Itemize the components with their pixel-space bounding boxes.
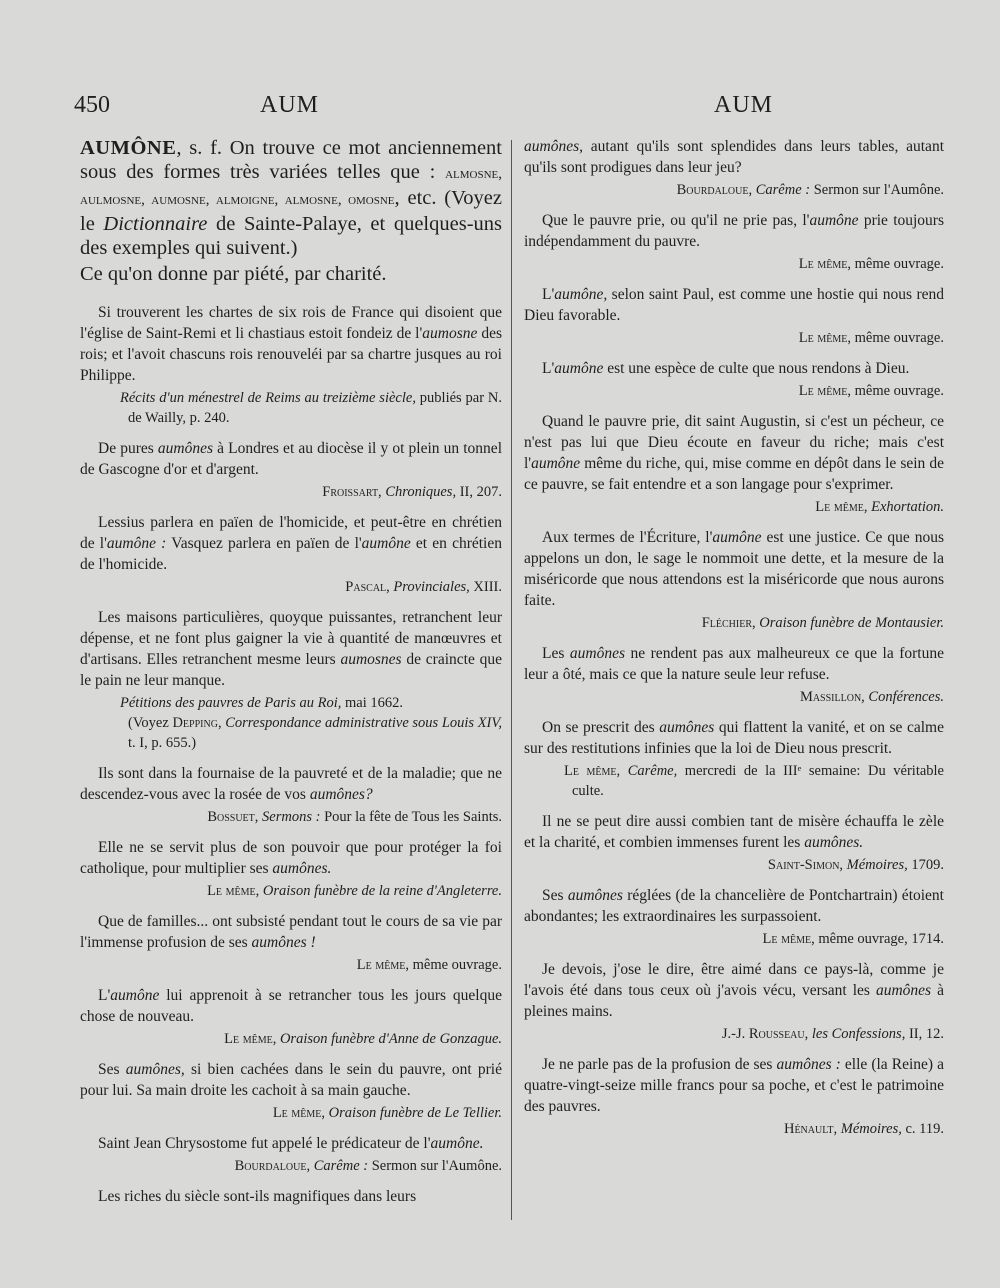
source-title: Chroniques,	[381, 484, 457, 500]
quote-text: à Londres et au diocèse il y ot plein un tonnel de Gascogne d'or et d'argent.	[80, 440, 502, 478]
source-title: Carême :	[752, 182, 811, 198]
example-quote	[80, 607, 502, 753]
source-title: Récits d'un ménestrel de Reims au treizième siècle,	[120, 390, 416, 406]
source-ref: mercredi de la IIIᵉ semaine: Du véritable culte.	[572, 763, 944, 799]
keyword: aumône	[361, 535, 411, 552]
source-ref: XIII.	[469, 579, 502, 595]
source-title: Exhortation.	[867, 499, 944, 515]
keyword: aumônes :	[776, 1056, 841, 1073]
example-quote	[524, 136, 944, 200]
source-author: Depping	[172, 715, 218, 731]
headword: AUMÔNE	[80, 137, 177, 159]
source-ref: c. 119.	[901, 1121, 944, 1137]
quote-text: et en chrétien de l'homicide.	[80, 535, 502, 573]
keyword: aumône	[554, 360, 604, 377]
example-quote	[524, 527, 944, 633]
quote-text: elle (la Reine) a quatre-vingt-seize mille francs pour sa poche, et c'est le patrimoine des pauvres.	[524, 1056, 944, 1115]
example-quote	[80, 911, 502, 975]
source-author: Le même,	[356, 957, 409, 973]
quote-text: Les maisons particulières, quoyque puissantes, retranchent leur dépense, et ne font plus gaigner la vie à quantité de manœuvres et d'artisans. Elles retranchent mesme leurs	[80, 609, 502, 668]
quote-text: réglées (de la chancelière de Pontchartrain) étoient abondantes; les extraordinaires les surpassoient.	[524, 887, 944, 925]
quote-text: L'	[542, 360, 555, 377]
source-ref: mai 1662.	[341, 695, 403, 711]
source-ref: Sermon sur l'Aumône.	[368, 1158, 502, 1174]
example-quote	[80, 985, 502, 1049]
keyword: aumône	[110, 987, 160, 1004]
source-author: Le même,	[798, 330, 851, 346]
keyword: aumônes,	[125, 1061, 185, 1078]
source-author: Le même,	[815, 499, 868, 515]
source-ref: II, 12.	[905, 1026, 944, 1042]
source-title: Provinciales,	[389, 579, 470, 595]
right-column	[524, 136, 944, 1149]
quote-text: Il ne se peut dire aussi combien tant de misère échauffa le zèle et la charité, et combien immenses furent les	[524, 813, 944, 851]
running-header	[74, 92, 960, 128]
quote-text: Aux termes de l'Écriture, l'	[542, 529, 713, 546]
quote-text: à pleines mains.	[524, 982, 944, 1020]
intro-tail: de Sainte-Palaye, et quelques-uns des exemples qui suivent.)	[80, 213, 503, 259]
definition: Ce qu'on donne par piété, par charité.	[80, 263, 387, 285]
source-title: Carême :	[310, 1158, 369, 1174]
source-author: Le même,	[798, 256, 851, 272]
keyword: aumône	[712, 529, 762, 546]
source-author: Bourdaloue,	[676, 182, 753, 198]
keyword: aumônes	[875, 982, 932, 999]
quote-text: selon saint Paul, est comme une hostie qui nous rend Dieu favorable.	[524, 286, 944, 324]
source-ref: même ouvrage, 1714.	[814, 931, 944, 947]
keyword: aumône	[531, 455, 581, 472]
source-title: Conférences.	[864, 689, 944, 705]
keyword: aumosne	[422, 325, 478, 342]
source-author: Froissart,	[322, 484, 382, 500]
example-quote	[524, 717, 944, 801]
source-author: Hénault,	[783, 1121, 838, 1137]
source-ref: ,	[217, 715, 226, 731]
quote-text: On se prescrit des	[542, 719, 660, 736]
keyword: aumônes !	[251, 934, 316, 951]
source-title: Mémoires,	[837, 1121, 902, 1137]
source-title: Oraison funèbre de Montausier.	[755, 615, 944, 631]
quote-text: L'	[542, 286, 555, 303]
example-quote	[524, 885, 944, 949]
quote-text: Lessius parlera en païen de l'homicide, et peut-être en chrétien de l'	[80, 514, 502, 552]
source-title: Sermons :	[258, 809, 321, 825]
quote-text: Saint Jean Chrysostome fut appelé le prédicateur de l'	[98, 1135, 431, 1152]
keyword: aumônes	[569, 645, 625, 662]
example-quote	[80, 1186, 502, 1207]
example-quote	[524, 811, 944, 875]
source-author: Le même,	[564, 763, 621, 779]
example-quote	[524, 358, 944, 401]
example-quote	[524, 643, 944, 707]
source-ref: 1709.	[907, 857, 944, 873]
quote-text: Ses	[98, 1061, 126, 1078]
quote-text: Les	[542, 645, 570, 662]
quote-text: est une espèce de culte que nous rendons à Dieu.	[603, 360, 910, 377]
page-number: 450	[74, 92, 110, 118]
source-author: Bourdaloue,	[234, 1158, 311, 1174]
source-author: Massillon,	[799, 689, 865, 705]
quote-text: De pures	[98, 440, 158, 457]
example-quote	[524, 210, 944, 274]
source-ref: publiés par N. de Wailly, p. 240.	[128, 390, 503, 426]
quote-text: Que le pauvre prie, ou qu'il ne prie pas, l'	[542, 212, 810, 229]
source-author: Saint-Simon,	[767, 857, 844, 873]
quote-text: est une justice. Ce que nous appelons un don, le sage le nommoit une dette, et la mesure de la miséricorde que nous attendons est la miséricorde que nous aurons faite.	[524, 529, 944, 609]
source-author: Le même,	[762, 931, 815, 947]
quote-text: Les riches du siècle sont-ils magnifiques dans leurs	[98, 1188, 417, 1205]
quote-text: Elle ne se servit plus de son pouvoir que pour protéger la foi catholique, pour multiplier ses	[80, 839, 502, 877]
quote-text: Quand le pauvre prie, dit saint Augustin, si c'est un pécheur, ce n'est pas lui que Dieu écoute en faveur du riche; mais c'est l'	[524, 413, 944, 472]
quote-text: Je ne parle pas de la profusion de ses	[542, 1056, 777, 1073]
source-title: Pétitions des pauvres de Paris au Roi,	[120, 695, 342, 711]
keyword: aumônes?	[309, 786, 373, 803]
intro-mid: , etc. (Voyez le	[80, 187, 502, 235]
quote-text: Ses	[542, 887, 568, 904]
source-ref: même ouvrage.	[850, 383, 944, 399]
intro-forms: almosne, aulmosne, aumosne, almoigne, almosne, omosne	[80, 166, 502, 208]
example-quote	[524, 411, 944, 517]
keyword: aumosnes	[340, 651, 402, 668]
source-title: Oraison funèbre de Le Tellier.	[325, 1105, 502, 1121]
source-author: Le même,	[798, 383, 851, 399]
source-title: Carême,	[620, 763, 678, 779]
quote-text: qui flattent la vanité, et on se calme sur des restitutions infinies que la loi de Dieu nous prescrit.	[524, 719, 944, 757]
right-running-title: AUM	[714, 92, 774, 118]
quote-text: si bien cachées dans le sein du pauvre, ont prié pour lui. Sa main droite les cachoit à sa main gauche.	[80, 1061, 502, 1099]
keyword: aumône.	[430, 1135, 484, 1152]
quote-text: lui apprenoit à se retrancher tous les jours quelque chose de nouveau.	[80, 987, 502, 1025]
source-title: Oraison funèbre de la reine d'Angleterre.	[259, 883, 502, 899]
source-title: les Confessions,	[808, 1026, 906, 1042]
quote-text: Que de familles... ont subsisté pendant tout le cours de sa vie par l'immense profusion de ses	[80, 913, 502, 951]
example-quote	[80, 512, 502, 597]
source-ref: II, 207.	[456, 484, 502, 500]
source-ref: même ouvrage.	[408, 957, 502, 973]
source-ref: Sermon sur l'Aumône.	[810, 182, 944, 198]
source-author: J.-J. Rousseau,	[721, 1026, 809, 1042]
keyword: aumônes	[157, 440, 214, 457]
intro-dictionary: Dictionnaire	[103, 213, 208, 235]
example-quote	[524, 1054, 944, 1139]
example-quote	[80, 763, 502, 827]
example-quote	[80, 837, 502, 901]
example-quote	[80, 1059, 502, 1123]
keyword: aumônes,	[524, 138, 583, 155]
example-quote	[80, 438, 502, 502]
quote-text: autant qu'ils sont splendides dans leurs tables, autant qu'ils sont prodigues dans leur jeu?	[524, 138, 944, 176]
source-ref: même ouvrage.	[850, 256, 944, 272]
example-quote	[524, 959, 944, 1044]
example-quote	[524, 284, 944, 348]
quote-text: L'	[98, 987, 111, 1004]
source-title: Mémoires,	[843, 857, 908, 873]
source-author: Le même,	[224, 1031, 277, 1047]
source-author: Le même,	[272, 1105, 326, 1121]
example-quote	[80, 302, 502, 428]
source-title: Correspondance administrative sous Louis XIV,	[225, 715, 503, 731]
keyword: aumônes	[567, 887, 623, 904]
quote-text: de craincte que le pain ne leur manque.	[80, 651, 502, 689]
keyword: aumônes.	[272, 860, 332, 877]
quote-text: prie toujours indépendamment du pauvre.	[524, 212, 944, 250]
source-ref: Pour la fête de Tous les Saints.	[320, 809, 502, 825]
keyword: aumône,	[554, 286, 608, 303]
source-ref: t. I, p. 655.)	[128, 735, 197, 751]
left-running-title: AUM	[260, 92, 320, 118]
quote-text: Si trouverent les chartes de six rois de France qui disoient que l'église de Saint-Remi et li chastiaus estoit fondeiz de l'	[80, 304, 502, 342]
keyword: aumône	[809, 212, 859, 229]
keyword: aumône :	[106, 535, 167, 552]
quote-text: ne rendent pas aux malheureux ce que la fortune leur a ôté, mais ce que la nature seule leur refuse.	[524, 645, 944, 683]
source-author: Bossuet,	[207, 809, 259, 825]
keyword: aumônes	[659, 719, 715, 736]
source-ref: même ouvrage.	[850, 330, 944, 346]
source-author: Le même,	[207, 883, 260, 899]
source-author: Fléchier,	[701, 615, 756, 631]
source-title: Oraison funèbre d'Anne de Gonzague.	[276, 1031, 502, 1047]
quote-text: Je devois, j'ose le dire, être aimé dans ce pays-là, comme je l'avois été dans tous ceux où j'avois vécu, versant les	[524, 961, 944, 999]
left-column	[80, 136, 502, 1217]
quote-text: même du riche, qui, mise comme en dépôt dans le sein de ce pauvre, se fait entendre et a son langage pour s'exprimer.	[524, 455, 944, 493]
keyword: aumônes.	[804, 834, 864, 851]
column-divider	[511, 140, 512, 1220]
quote-text: Vasquez parlera en païen de l'	[166, 535, 362, 552]
source-author: Pascal,	[345, 579, 390, 595]
source-ref: (Voyez	[128, 715, 173, 731]
example-quote	[80, 1133, 502, 1176]
intro-grammar: , s. f. On trouve ce mot anciennement sous des formes très variées telles que :	[80, 137, 502, 183]
quote-text: des rois; et l'avoit chascuns rois renouveléi par sa chartre jusques au roi Philippe.	[80, 325, 503, 384]
quote-text: Ils sont dans la fournaise de la pauvreté et de la maladie; que ne descendez-vous avec la rosée de vos	[80, 765, 502, 803]
entry-intro	[80, 136, 502, 286]
